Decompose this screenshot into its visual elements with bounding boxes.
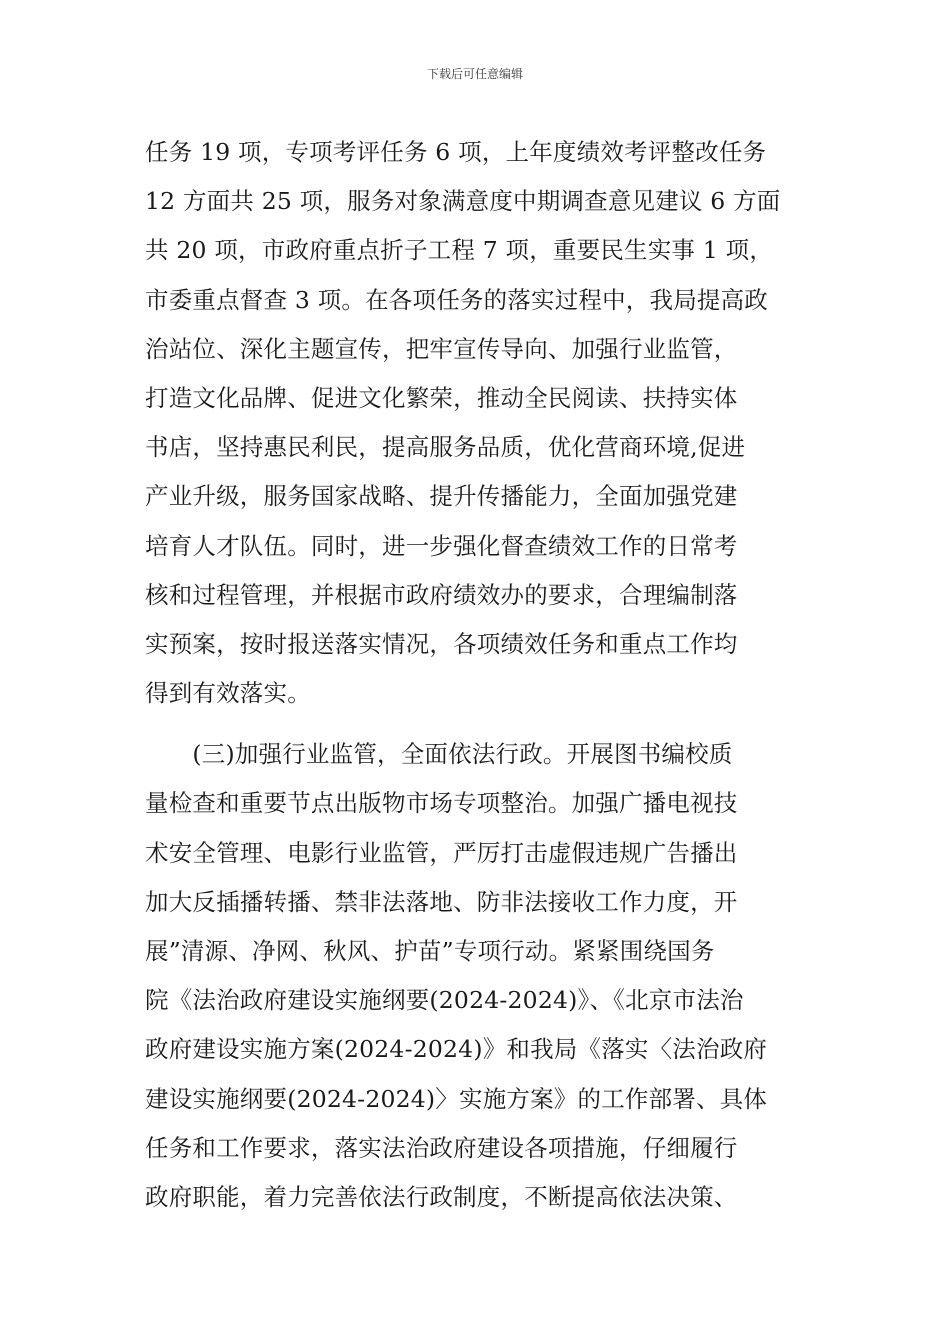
text-line: 12 方面共 25 项，服务对象满意度中期调查意见建议 6 方面 <box>145 187 781 216</box>
page-header-note: 下载后可任意编辑 <box>426 67 523 81</box>
text-line: 任务和工作要求，落实法治政府建设各项措施，仔细履行 <box>145 1133 738 1162</box>
text-line: 任务 19 项，专项考评任务 6 项，上年度绩效考评整改任务 <box>145 138 767 166</box>
text-line: 得到有效落实。 <box>145 679 311 708</box>
text-line: 打造文化品牌、促进文化繁荣，推动全民阅读、扶持实体 <box>145 383 738 412</box>
text-line: 术安全管理、电影行业监管，严厉打击虚假违规广告播出 <box>145 838 738 867</box>
text-line: 市委重点督查 3 项。在各项任务的落实过程中，我局提高政 <box>145 285 768 314</box>
text-line: (三)加强行业监管，全面依法行政。开展图书编校质 <box>145 740 733 769</box>
text-line: 加大反插播转播、禁非法落地、防非法接收工作力度，开 <box>145 887 738 916</box>
text-line: 量检查和重要节点出版物市场专项整治。加强广播电视技 <box>145 789 738 818</box>
paragraph-performance-tasks <box>145 128 809 718</box>
text-line: 展”清源、净网、秋风、护苗”专项行动。紧紧围绕国务 <box>145 937 715 965</box>
text-line: 政府建设实施方案(2024-2024)》和我局《落实〈法治政府 <box>145 1035 768 1064</box>
text-line: 实预案，按时报送落实情况，各项绩效任务和重点工作均 <box>145 629 738 658</box>
text-line: 治站位、深化主题宣传，把牢宣传导向、加强行业监管， <box>145 334 738 363</box>
text-line: 产业升级，服务国家战略、提升传播能力，全面加强党建 <box>145 482 738 511</box>
text-line: 书店，坚持惠民利民，提高服务品质，优化营商环境,促进 <box>145 433 746 462</box>
text-line: 政府职能，着力完善依法行政制度，不断提高依法决策、 <box>145 1182 738 1211</box>
paragraph-industry-supervision <box>145 730 809 1222</box>
text-line: 核和过程管理，并根据市政府绩效办的要求，合理编制落 <box>145 580 738 609</box>
text-line: 培育人才队伍。同时，进一步强化督查绩效工作的日常考 <box>145 531 738 560</box>
text-line: 院《法治政府建设实施纲要(2024-2024)》、《北京市法治 <box>145 986 744 1015</box>
document-body <box>145 128 809 1222</box>
text-line: 建设实施纲要(2024-2024)〉实施方案》的工作部署、具体 <box>145 1084 768 1113</box>
paragraph-spacer <box>145 718 809 730</box>
text-line: 共 20 项，市政府重点折子工程 7 项，重要民生实事 1 项， <box>145 236 774 265</box>
